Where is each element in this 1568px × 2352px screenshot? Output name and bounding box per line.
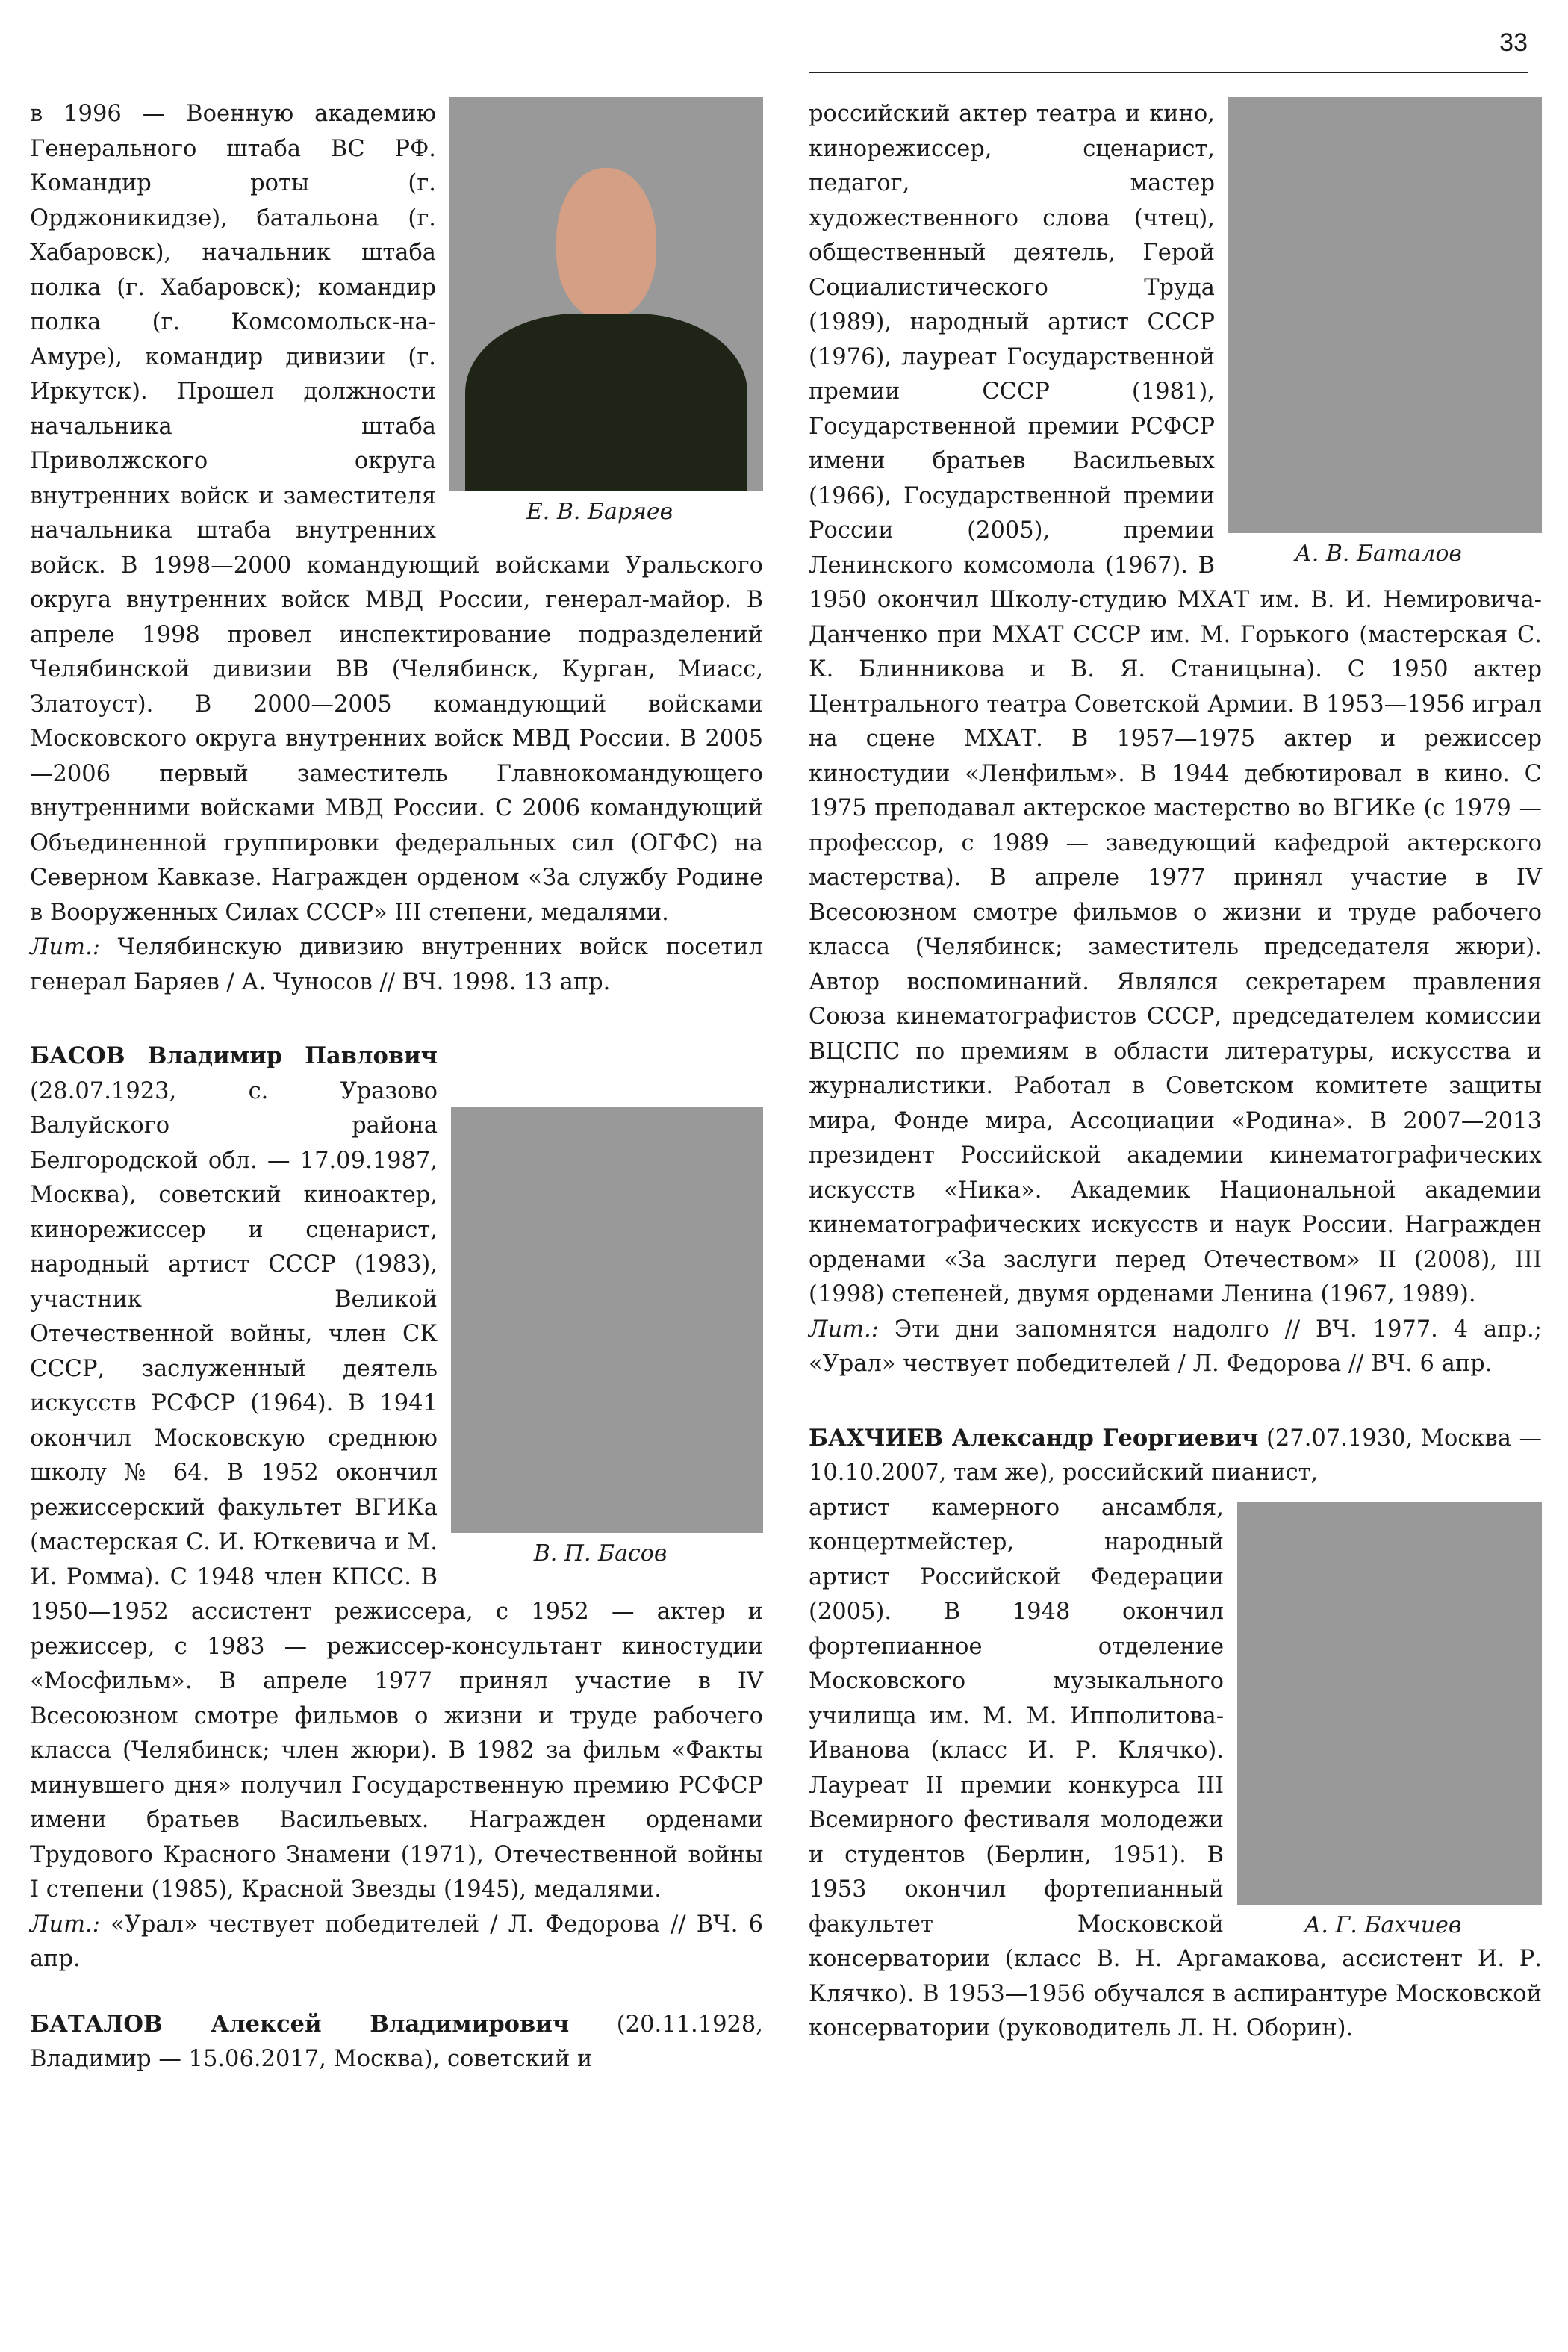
lit-label: Лит.: xyxy=(30,934,100,960)
figure-bakhchiev xyxy=(1224,1502,1542,1941)
caption-bakhchiev: А. Г. Бахчиев xyxy=(1304,1911,1462,1938)
entry-baryaev-literature xyxy=(30,930,763,1000)
lit-label: Лит.: xyxy=(30,1911,100,1938)
figure-basov xyxy=(438,1107,763,1569)
entry-bakhchiev-head xyxy=(809,1421,1542,1491)
left-column xyxy=(30,97,763,2077)
entry-name-batalov: БАТАЛОВ Алексей Владимирович xyxy=(30,2010,570,2038)
figure-batalov xyxy=(1215,97,1542,569)
right-column xyxy=(809,97,1542,2047)
lit-text: Эти дни запомнятся надолго // ВЧ. 1977. 4 апр.; «Урал» чествует победителей / Л. Федорова // ВЧ. 6 апр. xyxy=(809,1316,1542,1377)
entry-batalov-literature xyxy=(809,1313,1542,1382)
caption-batalov: А. В. Баталов xyxy=(1295,541,1462,567)
entry-batalov-text-start: (20.11.1928, Владимир — 15.06.2017, Москва), советский и xyxy=(30,2011,764,2072)
entry-batalov-start xyxy=(30,2007,763,2077)
entry-batalov-text: российский актер театра и кино, кинорежиссер, сценарист, педагог, мастер художественного слова (чтец), общественный деятель, Герой Социалистического Труда (1989), народный артист СССР (1976), лауреат Государственной премии СССР (1981), Государственной премии РСФСР имени братьев Васильевых (1966), Государственной премии России (2005), премии Ленинского комсомола (1967). В 1950 окончил Школу-студию МХАТ им. В. И. Немировича-Данченко при МХАТ СССР им. М. Горького (мастерская С. К. Блинникова и В. Я. Станицына). С 1950 актер Центрального театра Советской Армии. В 1953—1956 играл на сцене МХАТ. В 1957—1975 актер и режиссер киностудии «Ленфильм». В 1944 дебютировал в кино. С 1975 преподавал актерское мастерство во ВГИКе (с 1979 — профессор, с 1989 — заведующий кафедрой актерского мастерства). В апреле 1977 принял участие в IV Всесоюзном смотре фильмов о жизни и труде рабочего класса (Челябинск; заместитель председателя жюри). Автор воспоминаний. Являлся секретарем правления Союза кинематографистов СССР, председателем комиссии ВЦСПС по премиям в области литературы, искусства и журналистики. Работал в Советском комитете защиты мира, Фонде мира, Ассоциации «Родина». В 2007—2013 президент Российской академии кинематографических искусств «Ника». Академик Национальной академии кинематографических искусств и наук России. Награжден орденами «За заслуги перед Отечеством» II (2008), III (1998) степеней, двумя орденами Ленина (1967, 1989). xyxy=(809,101,1542,1307)
lit-label: Лит.: xyxy=(809,1316,879,1343)
portrait-photo-baryaev xyxy=(449,97,763,491)
caption-basov: В. П. Басов xyxy=(533,1540,668,1567)
header-rule xyxy=(809,72,1528,73)
entry-basov-literature xyxy=(30,1908,763,1977)
portrait-photo-bakhchiev xyxy=(1237,1502,1542,1905)
caption-baryaev: Е. В. Баряев xyxy=(526,499,673,525)
page-number: 33 xyxy=(1499,28,1528,57)
portrait-photo-basov xyxy=(451,1107,763,1533)
figure-baryaev xyxy=(436,97,763,527)
lit-text: «Урал» чествует победителей / Л. Федорова // ВЧ. 6 апр. xyxy=(30,1911,763,1972)
entry-bakhchiev-text-1: (27.07.1930, Москва — 10.10.2007, там же), российский пианист, xyxy=(809,1425,1543,1486)
entry-name-basov: БАСОВ Владимир Павлович xyxy=(30,1042,438,1069)
entry-basov-text: (28.07.1923, с. Уразово Валуйского района Белгородской обл. — 17.09.1987, Москва), советский киноактер, кинорежиссер и сценарист, народный артист СССР (1983), участник Великой Отечественной войны, член СК СССР, заслуженный деятель искусств РСФСР (1964). В 1941 окончил Московскую среднюю школу № 64. В 1952 окончил режиссерский факультет ВГИКа (мастерская С. И. Юткевича и М. И. Ромма). С 1948 член КПСС. В 1950—1952 ассистент режиссера, с 1952 — актер и режиссер, с 1983 — режиссер-консультант киностудии «Мосфильм». В апреле 1977 принял участие в IV Всесоюзном смотре фильмов о жизни и труде рабочего класса (Челябинск; член жюри). В 1982 за фильм «Факты минувшего дня» получил Государственную премию РСФСР имени братьев Васильевых. Награжден орденами Трудового Красного Знамени (1971), Отечественной войны I степени (1985), Красной Звезды (1945), медалями. xyxy=(30,1077,763,1903)
lit-text: Челябинскую дивизию внутренних войск посетил генерал Баряев / А. Чуносов // ВЧ. 1998. 13 апр. xyxy=(30,934,763,995)
entry-name-bakhchiev: БАХЧИЕВ Александр Георгиевич xyxy=(809,1424,1259,1452)
portrait-photo-batalov xyxy=(1228,97,1542,533)
entry-baryaev-text: в 1996 — Военную академию Генерального штаба ВС РФ. Командир роты (г. Орджоникидзе), батальона (г. Хабаровск), начальник штаба полка (г. Хабаровск); командир полка (г. Комсомольск-на-Амуре), командир дивизии (г. Иркутск). Прошел должности начальника штаба Приволжского округа внутренних войск и заместителя начальника штаба внутренних войск. В 1998—2000 командующий войсками Уральского округа внутренних войск МВД России, генерал-майор. В апреле 1998 провел инспектирование подразделений Челябинской дивизии ВВ (Челябинск, Курган, Миасс, Златоуст). В 2000—2005 командующий войсками Московского округа внутренних войск МВД России. В 2005—2006 первый заместитель Главнокомандующего внутренними войсками МВД России. С 2006 командующий Объединенной группировки федеральных сил (ОГФС) на Северном Кавказе. Награжден орденом «За службу Родине в Вооруженных Силах СССР» III степени, медалями. xyxy=(30,101,763,926)
entry-bakhchiev-text: артист камерного ансамбля, концертмейстер, народный артист Российской Федерации (2005). В 1948 окончил фортепианное отделение Московского музыкального училища им. М. М. Ипполитова-Иванова (класс И. Р. Клячко). Лауреат II премии конкурса III Всемирного фестиваля молодежи и студентов (Берлин, 1951). В 1953 окончил фортепианный факультет Московской консерватории (класс В. Н. Аргамакова, ассистент И. Р. Клячко). В 1953—1956 обучался в аспирантуре Московской консерватории (руководитель Л. Н. Оборин). xyxy=(809,1494,1542,2041)
